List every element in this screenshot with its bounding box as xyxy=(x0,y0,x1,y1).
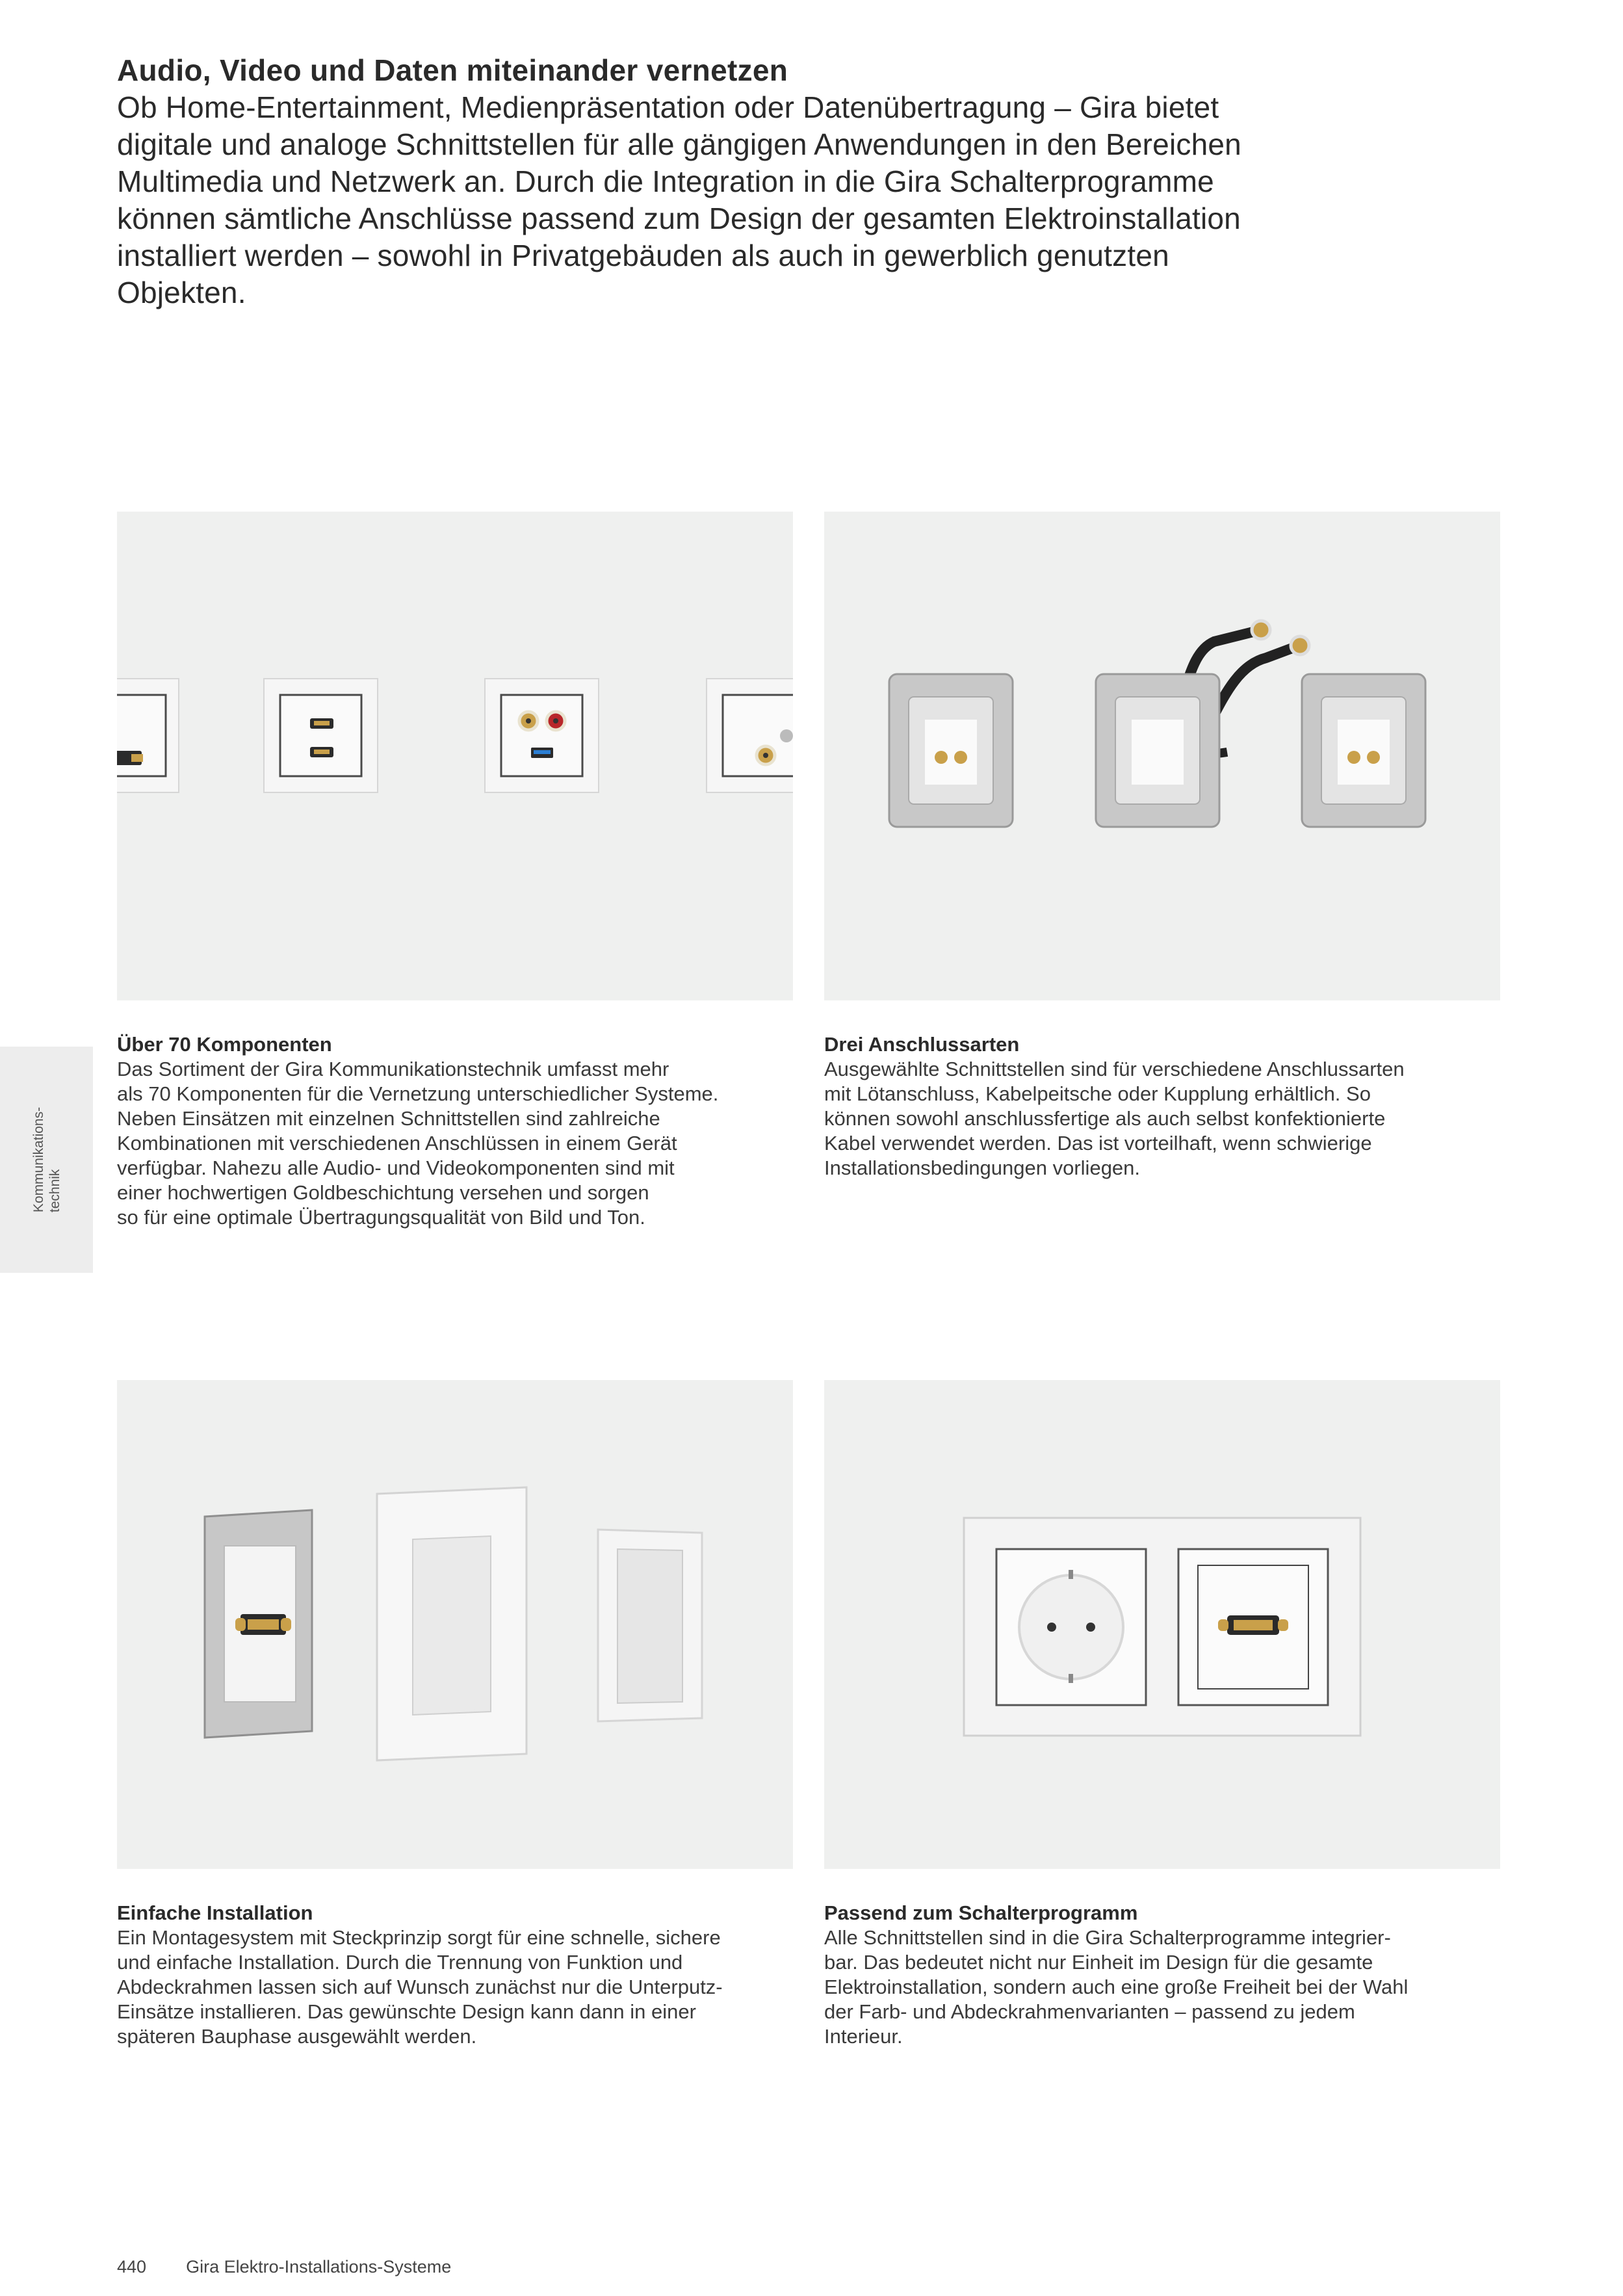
section-line: Interieur. xyxy=(824,2025,903,2048)
section-switch-program xyxy=(824,1901,1500,2049)
connection-types-illustration xyxy=(824,512,1500,1000)
intro-line: installiert werden – sowohl in Privatgebäuden als auch in gewerblich genutzten xyxy=(117,239,1169,272)
mounting-insert xyxy=(205,1510,312,1738)
section-line: Installationsbedingungen vorliegen. xyxy=(824,1156,1141,1179)
section-line: Alle Schnittstellen sind in die Gira Schalterprogramme integrier- xyxy=(824,1926,1391,1949)
chapter-tab-line: technik xyxy=(47,1169,62,1213)
section-line: Ein Montagesystem mit Steckprinzip sorgt für eine schnelle, sichere xyxy=(117,1926,721,1949)
intro-line: können sämtliche Anschlüsse passend zum Design der gesamten Elektroinstallation xyxy=(117,202,1241,235)
publication-title: Gira Elektro-Installations-Systeme xyxy=(186,2257,452,2276)
photo-connection-types xyxy=(824,512,1500,1000)
section-line: und einfache Installation. Durch die Trennung von Funktion und xyxy=(117,1951,683,1974)
section-components xyxy=(117,1032,793,1230)
section-line: können sowohl anschlussfertige als auch selbst konfektionierte xyxy=(824,1107,1386,1130)
section-line: Elektroinstallation, sondern auch eine große Freiheit bei der Wahl xyxy=(824,1976,1409,1998)
intro-line: digitale und analoge Schnittstellen für alle gängigen Anwendungen in den Bereichen xyxy=(117,127,1241,161)
section-connection-types xyxy=(824,1032,1500,1181)
insert-coupling xyxy=(1302,674,1425,827)
section-line: Kombinationen mit verschiedenen Anschlüssen in einem Gerät xyxy=(117,1132,677,1155)
socket-frames-illustration xyxy=(117,512,793,1000)
switch-program-illustration xyxy=(824,1380,1500,1869)
section-line: verfügbar. Nahezu alle Audio- und Videokomponenten sind mit xyxy=(117,1156,675,1179)
insert-solder xyxy=(889,674,1013,827)
section-line: Abdeckrahmen lassen sich auf Wunsch zunächst nur die Unterputz- xyxy=(117,1976,723,1998)
section-installation xyxy=(117,1901,793,2049)
section-line: einer hochwertigen Goldbeschichtung versehen und sorgen xyxy=(117,1181,649,1204)
photo-installation xyxy=(117,1380,793,1869)
insert-cable xyxy=(1096,674,1219,827)
intro-line: Ob Home-Entertainment, Medienpräsentation oder Datenübertragung – Gira bietet xyxy=(117,90,1219,124)
intro-line: Objekten. xyxy=(117,276,246,309)
cover-frame xyxy=(377,1487,526,1760)
footer xyxy=(117,2256,451,2278)
section-line: Neben Einsätzen mit einzelnen Schnittstellen sind zahlreiche xyxy=(117,1107,660,1130)
section-line: Kabel verwendet werden. Das ist vorteilhaft, wenn schwierige xyxy=(824,1132,1372,1155)
section-line: Ausgewählte Schnittstellen sind für verschiedene Anschlussarten xyxy=(824,1058,1405,1080)
photo-socket-frames xyxy=(117,512,793,1000)
section-line: mit Lötanschluss, Kabelpeitsche oder Kupplung erhältlich. So xyxy=(824,1082,1371,1105)
intro-line: Multimedia und Netzwerk an. Durch die Integration in die Gira Schalterprogramme xyxy=(117,164,1214,198)
section-line: Das Sortiment der Gira Kommunikationstechnik umfasst mehr xyxy=(117,1058,669,1080)
section-line: späteren Bauphase ausgewählt werden. xyxy=(117,2025,477,2048)
insert-cover xyxy=(598,1530,702,1721)
photo-switch-program xyxy=(824,1380,1500,1869)
section-line: bar. Das bedeutet nicht nur Einheit im Design für die gesamte xyxy=(824,1951,1373,1974)
page-title: Audio, Video und Daten miteinander vernetzen xyxy=(117,53,788,87)
chapter-tab-label xyxy=(31,1107,63,1212)
section-line: so für eine optimale Übertragungsqualität von Bild und Ton. xyxy=(117,1206,645,1229)
intro-block xyxy=(117,52,1482,311)
section-heading: Über 70 Komponenten xyxy=(117,1033,332,1056)
chapter-tab-line: Kommunikations- xyxy=(31,1106,46,1213)
section-heading: Drei Anschlussarten xyxy=(824,1033,1020,1056)
section-heading: Einfache Installation xyxy=(117,1901,313,1924)
section-heading: Passend zum Schalterprogramm xyxy=(824,1901,1138,1924)
page-number: 440 xyxy=(117,2257,147,2276)
section-line: als 70 Komponenten für die Vernetzung unterschiedlicher Systeme. xyxy=(117,1082,719,1105)
section-line: Einsätze installieren. Das gewünschte Design kann dann in einer xyxy=(117,2000,696,2023)
installation-illustration xyxy=(117,1380,793,1869)
section-line: der Farb- und Abdeckrahmenvarianten – passend zu jedem xyxy=(824,2000,1355,2023)
